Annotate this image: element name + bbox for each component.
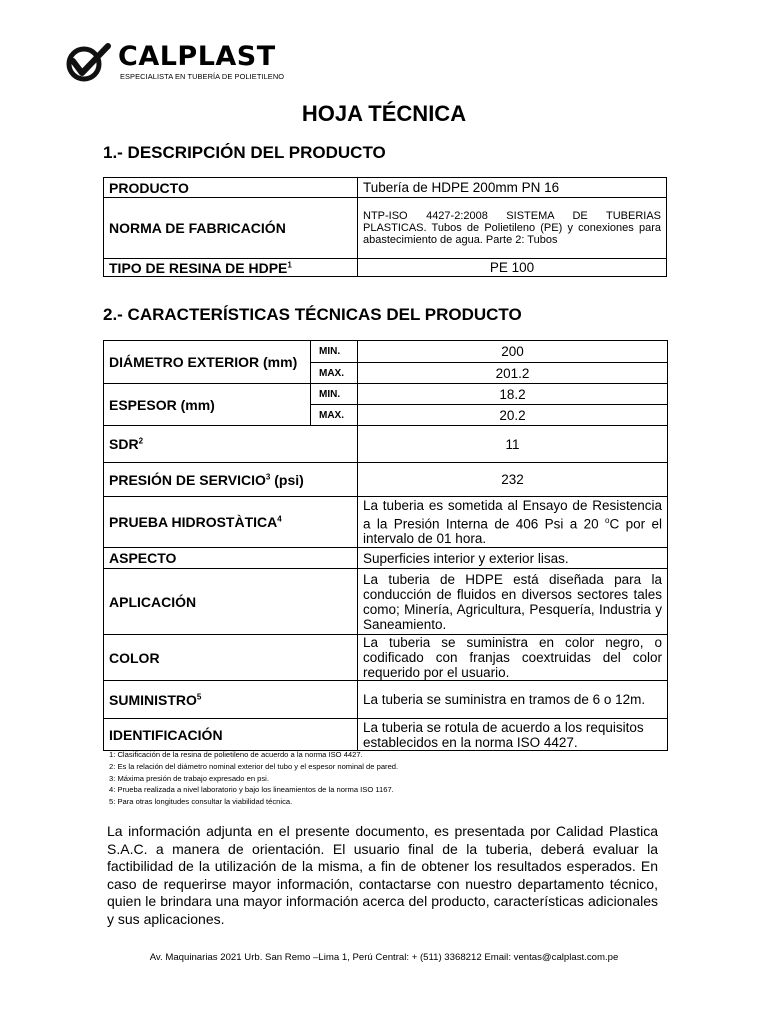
- checkmark-circle-logo-icon: [64, 42, 112, 86]
- row-label-resina: [104, 259, 358, 277]
- page-title: HOJA TÉCNICA: [301, 101, 467, 126]
- table-row: [104, 198, 667, 259]
- diametro-max-label: MAX.: [311, 363, 358, 384]
- company-logo: [64, 40, 294, 88]
- table-row: [104, 426, 668, 463]
- table-row: [104, 497, 668, 548]
- brand-name: CALPLAST: [118, 41, 276, 72]
- diametro-min-value: 200: [358, 341, 668, 363]
- table-row: [104, 681, 668, 719]
- presion-unit: (psi): [270, 471, 304, 488]
- section-heading-caracteristicas: 2.- CARACTERÍSTICAS TÉCNICAS DEL PRODUCTO: [103, 305, 522, 324]
- product-description-table: [103, 177, 667, 277]
- row-value-aplicacion: La tuberia de HDPE está diseñada para la conducción de fluidos en diversos sectores tales como; Minería, Agricultura, Pesquería, Industria y Saneamiento.: [358, 569, 668, 635]
- espesor-max-label: MAX.: [311, 405, 358, 426]
- diametro-min-label: MIN.: [311, 341, 358, 363]
- row-label-aspecto: ASPECTO: [104, 548, 358, 569]
- degree-mark: o: [605, 515, 610, 525]
- prueba-label-text: PRUEBA HIDROSTÀTICA: [109, 514, 278, 530]
- disclaimer-paragraph: La información adjunta en el presente documento, es presentada por Calidad Plastica S.A.C. a manera de orientación. El usuario final de la tuberia, deberá evaluar la factibilidad de la utilización de la misma, a fin de obtener los resultados esperados. En caso de requerirse mayor información, contactarse con nuestro departamento técnico, quien le brindara una mayor información acerca del producto, características adicionales y sus aplicaciones.: [107, 823, 658, 927]
- table-row: [104, 635, 668, 681]
- footnote-ref: 1: [287, 259, 292, 269]
- technical-characteristics-table: [103, 340, 668, 751]
- espesor-min-value: 18.2: [358, 384, 668, 405]
- row-label-suministro: [104, 681, 358, 719]
- table-row: [104, 384, 668, 405]
- row-value-sdr: 11: [358, 426, 668, 463]
- espesor-max-value: 20.2: [358, 405, 668, 426]
- footnote-3: 3: Máxima presión de trabajo expresado en psi.: [109, 773, 269, 783]
- row-value-resina: PE 100: [358, 259, 667, 277]
- row-label-producto: PRODUCTO: [104, 178, 358, 198]
- row-label-espesor: ESPESOR (mm): [104, 384, 311, 426]
- footnote-4: 4: Prueba realizada a nivel laboratorio y bajo los lineamientos de la norma ISO 1167.: [109, 785, 394, 795]
- sdr-label-text: SDR: [109, 436, 139, 452]
- table-row: [104, 178, 667, 198]
- row-value-norma: NTP-ISO 4427-2:2008 SISTEMA DE TUBERIAS PLASTICAS. Tubos de Polietileno (PE) y conexiones para abastecimiento de agua. Parte 2: Tubos: [358, 198, 667, 259]
- footnote-1: 1: Clasificación de la resina de polietileno de acuerdo a la norma ISO 4427.: [109, 750, 363, 759]
- section-heading-descripcion: 1.- DESCRIPCIÓN DEL PRODUCTO: [103, 143, 386, 162]
- row-value-suministro: La tuberia se suministra en tramos de 6 o 12m.: [358, 681, 668, 719]
- diametro-max-value: 201.2: [358, 363, 668, 384]
- table-row: [104, 463, 668, 497]
- row-label-identificacion: IDENTIFICACIÓN: [104, 719, 358, 751]
- table-row: [104, 259, 667, 277]
- espesor-min-label: MIN.: [311, 384, 358, 405]
- row-label-presion: [104, 463, 358, 497]
- table-row: [104, 548, 668, 569]
- row-value-color: La tuberia se suministra en color negro, o codificado con franjas coextruidas del color requerido por el usuario.: [358, 635, 668, 681]
- row-label-sdr: [104, 426, 358, 463]
- table-row: [104, 719, 668, 751]
- footnote-ref: 5: [196, 691, 202, 701]
- footnote-ref: 2: [138, 436, 144, 446]
- row-label-prueba: [104, 497, 358, 548]
- table-row: [104, 341, 668, 363]
- presion-label-text: PRESIÓN DE SERVICIO: [109, 471, 266, 488]
- row-value-prueba: [358, 497, 668, 548]
- resina-label-text: TIPO DE RESINA DE HDPE: [109, 259, 288, 276]
- brand-tagline: ESPECIALISTA EN TUBERÍA DE POLIETILENO: [120, 72, 285, 81]
- row-label-norma: NORMA DE FABRICACIÓN: [104, 198, 358, 259]
- prueba-text: La tuberia es sometida al Ensayo de Resistencia a la Presión Interna de 406 Psi a 20: [363, 497, 662, 532]
- footnote-2: 2: Es la relación del diámetro nominal exterior del tubo y el espesor nominal de pared.: [109, 761, 399, 771]
- row-value-producto: Tubería de HDPE 200mm PN 16: [358, 178, 667, 198]
- row-value-aspecto: Superficies interior y exterior lisas.: [358, 548, 668, 569]
- footnote-ref: 4: [277, 514, 282, 524]
- footer-contact: Av. Maquinarias 2021 Urb. San Remo –Lima 1, Perú Central: + (511) 3368212 Email: ventas@calplast.com.pe: [149, 952, 619, 963]
- row-value-presion: 232: [358, 463, 668, 497]
- row-value-identificacion: La tuberia se rotula de acuerdo a los requisitos establecidos en la norma ISO 4427.: [358, 719, 668, 751]
- footnote-ref: 3: [265, 471, 271, 481]
- table-row: [104, 569, 668, 635]
- row-label-color: COLOR: [104, 635, 358, 681]
- prueba-text-end: C por el intervalo de 01 hora.: [363, 516, 662, 547]
- suministro-label-text: SUMINISTRO: [109, 691, 197, 708]
- row-label-diametro: DIÁMETRO EXTERIOR (mm): [104, 341, 311, 384]
- footnotes: [109, 749, 398, 808]
- row-label-aplicacion: APLICACIÓN: [104, 569, 358, 635]
- footnote-5: 5: Para otras longitudes consultar la viabilidad técnica.: [109, 797, 293, 807]
